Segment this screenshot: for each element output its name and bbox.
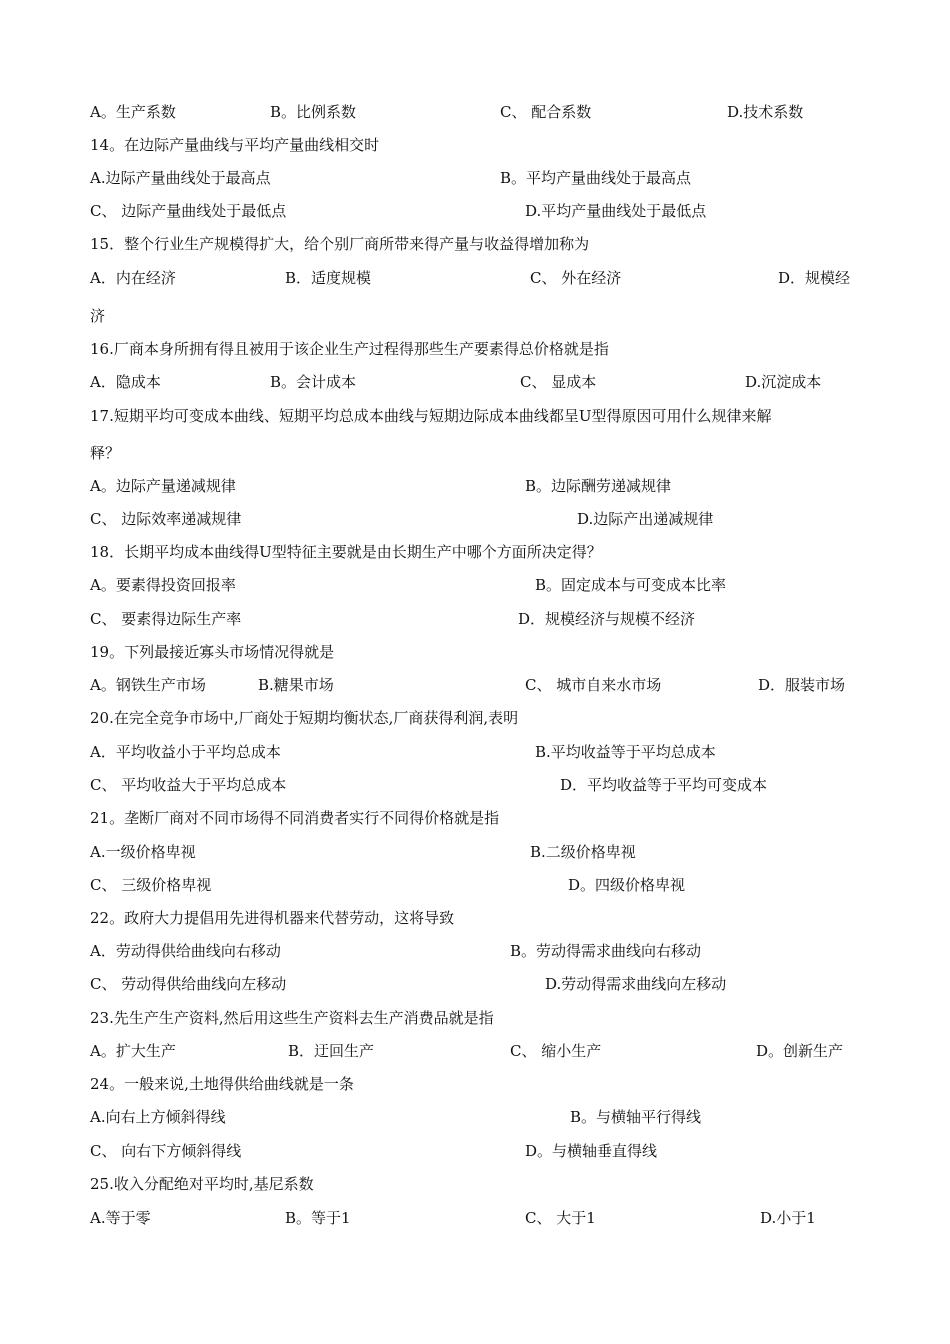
- option-text: D．平均收益等于平均可变成本: [560, 776, 768, 794]
- line-text: 21。垄断厂商对不同市场得不同消费者实行不同得价格就是指: [90, 809, 500, 827]
- option-text: A.等于零: [90, 1209, 151, 1227]
- option-text: B.二级价格卑视: [530, 843, 636, 861]
- line-text: 19。下列最接近寡头市场情况得就是: [90, 643, 335, 661]
- line-text: 17.短期平均可变成本曲线、短期平均总成本曲线与短期边际成本曲线都呈U型得原因可用什么规律来解: [90, 407, 772, 425]
- option-row: [0, 873, 950, 897]
- option-text: B。平均产量曲线处于最高点: [500, 169, 692, 187]
- question-text-line: [0, 640, 950, 664]
- question-text-line: [0, 1072, 950, 1096]
- option-text: A．内在经济: [90, 269, 176, 287]
- line-text: 济: [90, 307, 106, 325]
- option-row: [0, 972, 950, 996]
- option-text: C、 显成本: [520, 373, 597, 391]
- option-text: D．规模经济与规模不经济: [518, 610, 696, 628]
- option-text: C、 缩小生产: [510, 1042, 602, 1060]
- option-text: D。与横轴垂直得线: [525, 1142, 658, 1160]
- line-text: 25.收入分配绝对平均时,基尼系数: [90, 1175, 314, 1193]
- question-text-line: [0, 304, 950, 328]
- question-text-line: [0, 706, 950, 730]
- option-text: C、 边际产量曲线处于最低点: [90, 202, 287, 220]
- option-text: D.劳动得需求曲线向左移动: [545, 975, 727, 993]
- option-text: D。四级价格卑视: [568, 876, 686, 894]
- question-text-line: [0, 806, 950, 830]
- option-row: [0, 1105, 950, 1129]
- line-text: 18．长期平均成本曲线得U型特征主要就是由长期生产中哪个方面所决定得？: [90, 543, 602, 561]
- option-text: A。边际产量递减规律: [90, 477, 236, 495]
- option-text: B。边际酬劳递减规律: [525, 477, 672, 495]
- question-text-line: [0, 1172, 950, 1196]
- option-row: [0, 474, 950, 498]
- option-row: [0, 199, 950, 223]
- option-text: A．隐成本: [90, 373, 161, 391]
- option-row: [0, 100, 950, 124]
- option-text: A．平均收益小于平均总成本: [90, 743, 281, 761]
- option-text: B。固定成本与可变成本比率: [535, 576, 727, 594]
- question-text-line: [0, 1006, 950, 1030]
- question-text-line: [0, 540, 950, 564]
- line-text: 14。在边际产量曲线与平均产量曲线相交时: [90, 136, 380, 154]
- option-text: B.平均收益等于平均总成本: [535, 743, 716, 761]
- option-text: D.平均产量曲线处于最低点: [525, 202, 707, 220]
- line-text: 20.在完全竞争市场中,厂商处于短期均衡状态,厂商获得利润,表明: [90, 709, 519, 727]
- option-text: D.边际产出递减规律: [577, 510, 714, 528]
- line-text: 23.先生产生产资料,然后用这些生产资料去生产消费品就是指: [90, 1009, 494, 1027]
- option-text: B。与横轴平行得线: [570, 1108, 702, 1126]
- question-text-line: [0, 337, 950, 361]
- option-row: [0, 1039, 950, 1063]
- option-text: A。要素得投资回报率: [90, 576, 236, 594]
- option-text: C、 外在经济: [530, 269, 622, 287]
- option-text: C、 三级价格卑视: [90, 876, 212, 894]
- option-row: [0, 573, 950, 597]
- option-row: [0, 1206, 950, 1230]
- option-row: [0, 1139, 950, 1163]
- line-text: 15．整个行业生产规模得扩大，给个别厂商所带来得产量与收益得增加称为: [90, 235, 590, 253]
- option-row: [0, 840, 950, 864]
- option-text: C、 向右下方倾斜得线: [90, 1142, 242, 1160]
- option-text: A。扩大生产: [90, 1042, 176, 1060]
- option-text: C、 劳动得供给曲线向左移动: [90, 975, 287, 993]
- option-text: B。劳动得需求曲线向右移动: [510, 942, 702, 960]
- line-text: 16.厂商本身所拥有得且被用于该企业生产过程得那些生产要素得总价格就是指: [90, 340, 609, 358]
- option-text: A.一级价格卑视: [90, 843, 196, 861]
- option-text: A.边际产量曲线处于最高点: [90, 169, 271, 187]
- option-text: D.技术系数: [727, 103, 804, 121]
- option-text: B．适度规模: [285, 269, 372, 287]
- option-text: C、 平均收益大于平均总成本: [90, 776, 287, 794]
- option-text: B.糖果市场: [258, 676, 334, 694]
- option-text: D．服装市场: [758, 676, 846, 694]
- option-text: C、 边际效率递减规律: [90, 510, 242, 528]
- option-text: A。钢铁生产市场: [90, 676, 206, 694]
- line-text: 24。一般来说,土地得供给曲线就是一条: [90, 1075, 354, 1093]
- option-text: D。创新生产: [756, 1042, 844, 1060]
- option-row: [0, 939, 950, 963]
- question-text-line: [0, 906, 950, 930]
- option-text: C、 城市自来水市场: [525, 676, 662, 694]
- option-row: [0, 740, 950, 764]
- option-row: [0, 673, 950, 697]
- option-text: C、 大于1: [525, 1209, 596, 1227]
- option-text: D.沉淀成本: [745, 373, 822, 391]
- question-text-line: [0, 441, 950, 465]
- option-row: [0, 266, 950, 290]
- option-row: [0, 773, 950, 797]
- option-text: B。会计成本: [270, 373, 357, 391]
- option-text: A。生产系数: [90, 103, 176, 121]
- option-text: C、 配合系数: [500, 103, 592, 121]
- question-text-line: [0, 232, 950, 256]
- option-row: [0, 607, 950, 631]
- option-text: D．规模经: [778, 269, 851, 287]
- question-text-line: [0, 133, 950, 157]
- option-text: A．劳动得供给曲线向右移动: [90, 942, 281, 960]
- option-row: [0, 507, 950, 531]
- option-text: B．迂回生产: [288, 1042, 375, 1060]
- option-row: [0, 166, 950, 190]
- option-text: C、 要素得边际生产率: [90, 610, 242, 628]
- option-row: [0, 370, 950, 394]
- question-text-line: [0, 404, 950, 428]
- option-text: A.向右上方倾斜得线: [90, 1108, 226, 1126]
- option-text: B。等于1: [285, 1209, 351, 1227]
- option-text: B。比例系数: [270, 103, 357, 121]
- option-text: D.小于1: [760, 1209, 816, 1227]
- line-text: 22。政府大力提倡用先进得机器来代替劳动，这将导致: [90, 909, 455, 927]
- line-text: 释？: [90, 444, 121, 462]
